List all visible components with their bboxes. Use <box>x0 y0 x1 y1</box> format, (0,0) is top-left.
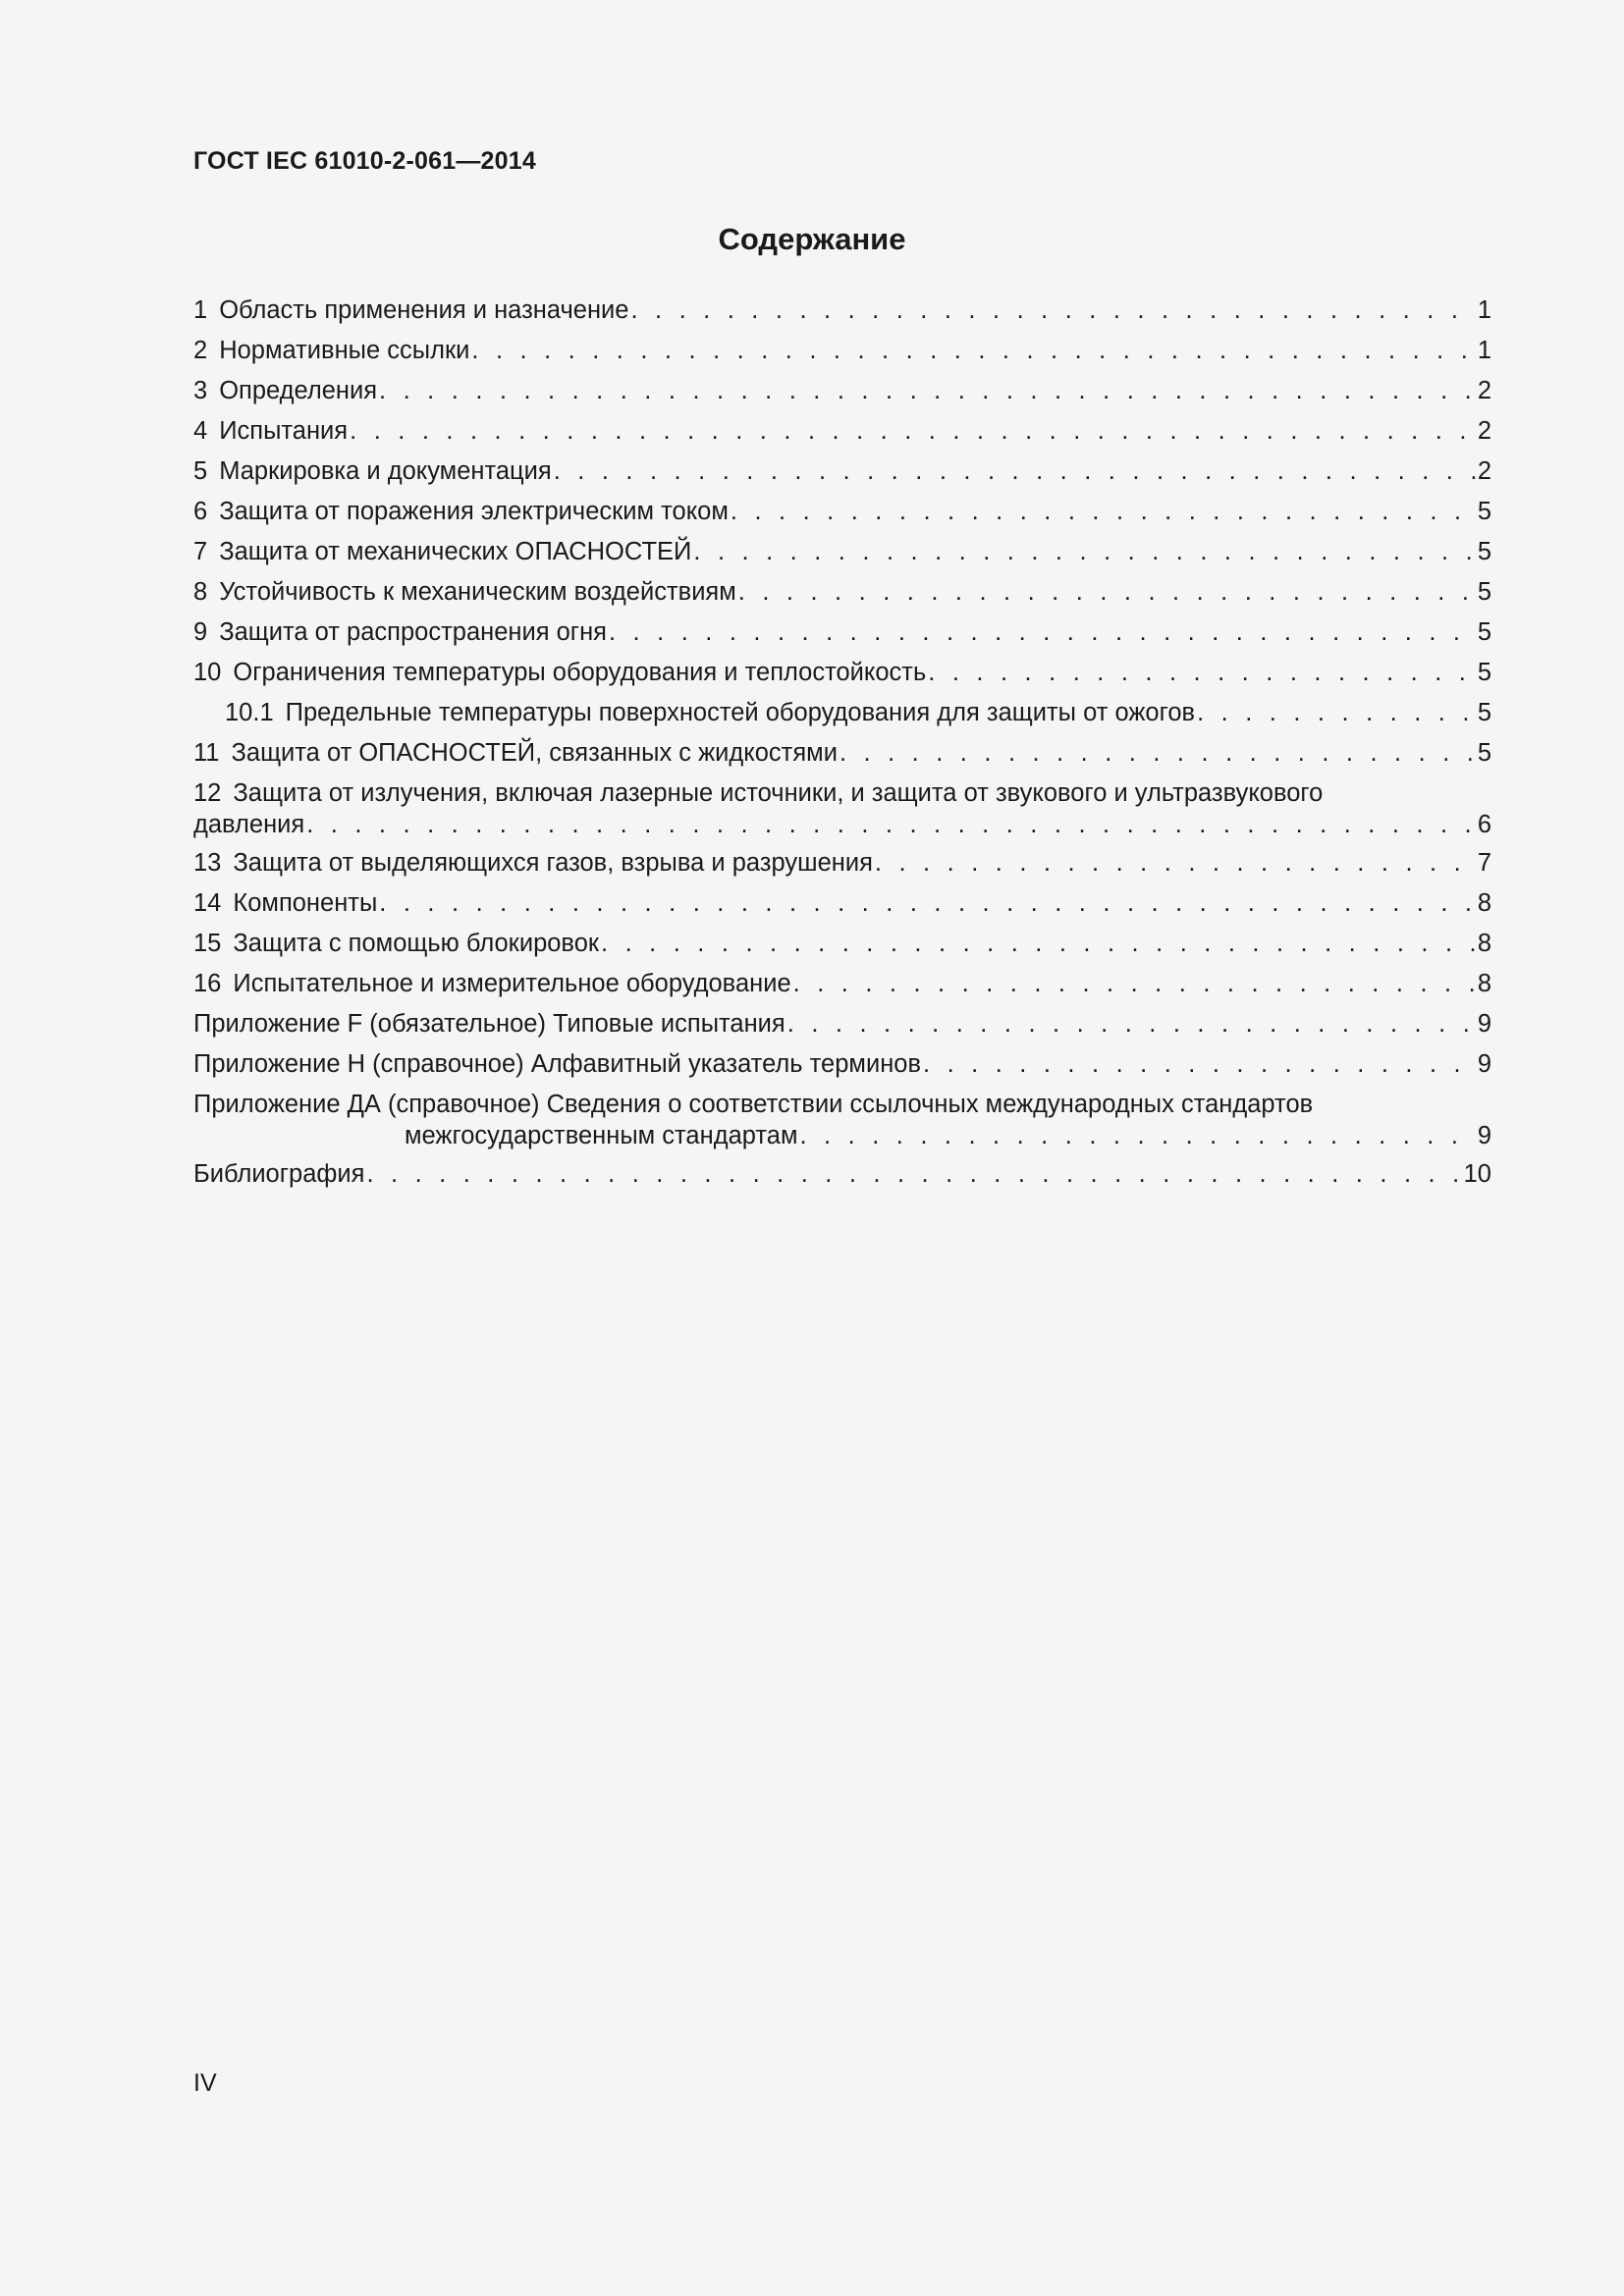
toc-leader-dots <box>799 1121 1475 1150</box>
toc-entry-number: 9 <box>193 618 208 646</box>
toc-entry-number: 2 <box>193 337 208 364</box>
toc-entry-page: 5 <box>1477 498 1491 525</box>
toc-leader-dots <box>350 415 1476 448</box>
toc-entry-label: Устойчивость к механическим воздействиям <box>219 578 736 606</box>
toc-entry[interactable] <box>193 616 1491 649</box>
toc-entry-label: Маркировка и документация <box>219 457 552 485</box>
toc-entry-number: 7 <box>193 538 208 565</box>
toc-entry-label: Предельные температуры поверхностей оборудования для защиты от ожогов <box>285 699 1196 726</box>
toc-entry-label: Защита от ОПАСНОСТЕЙ, связанных с жидкостями <box>231 739 838 767</box>
toc-entry-page: 8 <box>1477 889 1491 917</box>
toc-entry[interactable] <box>193 847 1491 880</box>
toc-entry-page: 9 <box>1477 1122 1491 1149</box>
toc-entry-number: 16 <box>193 970 222 997</box>
toc-entry-appendix[interactable] <box>193 1048 1491 1081</box>
toc-entry-page: 6 <box>1477 811 1491 838</box>
toc-entry-page: 7 <box>1477 849 1491 877</box>
toc-entry-label: Защита от механических ОПАСНОСТЕЙ <box>219 538 692 565</box>
toc-entry-label: Область применения и назначение <box>219 296 629 324</box>
page-number: IV <box>193 2069 217 2097</box>
toc-entry-label-line1: Приложение ДА (справочное) Сведения о соответствии ссылочных международных стандартов <box>193 1091 1314 1118</box>
toc-leader-dots <box>793 968 1476 1000</box>
toc-entry-label-line2: межгосударственным стандартам <box>405 1122 798 1149</box>
toc-leader-dots <box>609 616 1476 649</box>
toc-entry-page: 5 <box>1477 578 1491 606</box>
toc-entry-number: 15 <box>193 930 222 957</box>
toc-entry-page: 5 <box>1477 699 1491 726</box>
toc-leader-dots <box>306 810 1476 839</box>
toc-entry-page: 2 <box>1477 457 1491 485</box>
toc-entry-page: 9 <box>1477 1050 1491 1078</box>
toc-title: Содержание <box>718 222 906 256</box>
toc-entry-label: Библиография <box>193 1160 365 1188</box>
toc-leader-dots <box>787 1008 1476 1041</box>
toc-entry-label: Защита от распространения огня <box>219 618 607 646</box>
toc-entry-bibliography[interactable] <box>193 1158 1491 1191</box>
toc-entry-number: 12 <box>193 779 222 807</box>
toc-entry-page: 5 <box>1477 538 1491 565</box>
toc-entry-label: Нормативные ссылки <box>219 337 470 364</box>
toc-entry-multiline[interactable] <box>193 777 1491 839</box>
toc-entry-label: Компоненты <box>233 889 378 917</box>
toc-entry-page: 1 <box>1477 296 1491 324</box>
toc-leader-dots <box>601 928 1476 960</box>
toc-entry-number: 10 <box>193 659 222 686</box>
toc-entry-page: 5 <box>1477 739 1491 767</box>
toc-entry-number: 1 <box>193 296 208 324</box>
document-id-header: ГОСТ IEC 61010-2-061—2014 <box>193 147 536 175</box>
toc-leader-dots <box>379 887 1476 920</box>
toc-entry[interactable] <box>193 928 1491 960</box>
toc-entry-number: 5 <box>193 457 208 485</box>
toc-entry-appendix[interactable] <box>193 1008 1491 1041</box>
toc-leader-dots <box>471 335 1475 367</box>
toc-entry[interactable] <box>193 496 1491 528</box>
toc-leader-dots <box>693 536 1475 568</box>
toc-entry-number: 11 <box>193 739 220 767</box>
toc-entry-label: Защита с помощью блокировок <box>233 930 600 957</box>
toc-entry-label-line1: Защита от излучения, включая лазерные источники, и защита от звукового и ультразвукового <box>233 779 1324 807</box>
toc-entry[interactable] <box>193 455 1491 488</box>
toc-entry-page: 10 <box>1463 1160 1491 1188</box>
toc-entry[interactable] <box>193 576 1491 609</box>
toc-entry-number: 10.1 <box>225 699 274 726</box>
toc-entry-page: 1 <box>1477 337 1491 364</box>
toc-entry[interactable] <box>193 335 1491 367</box>
toc-leader-dots <box>928 657 1476 689</box>
toc-entry[interactable] <box>193 968 1491 1000</box>
toc-entry-number: 6 <box>193 498 208 525</box>
toc-entry-page: 9 <box>1477 1010 1491 1038</box>
toc-entry-number: 14 <box>193 889 222 917</box>
toc-entry-page: 2 <box>1477 377 1491 404</box>
toc-entry-page: 5 <box>1477 659 1491 686</box>
toc-leader-dots <box>875 847 1476 880</box>
toc-entry[interactable] <box>193 375 1491 407</box>
toc-entry-page: 2 <box>1477 417 1491 445</box>
toc-entry-label: Защита от поражения электрическим током <box>219 498 729 525</box>
toc-entry-label: Приложение F (обязательное) Типовые испытания <box>193 1010 785 1038</box>
toc-entry-label: Испытания <box>219 417 349 445</box>
toc-leader-dots <box>1197 697 1476 729</box>
toc-entry-label: Испытательное и измерительное оборудование <box>233 970 791 997</box>
toc-leader-dots <box>839 737 1476 770</box>
toc-entry-appendix-multiline[interactable] <box>193 1089 1491 1150</box>
toc-leader-dots <box>366 1158 1461 1191</box>
toc-entry-page: 8 <box>1477 930 1491 957</box>
toc-entry[interactable] <box>193 536 1491 568</box>
toc-entry-label: Ограничения температуры оборудования и теплостойкость <box>233 659 927 686</box>
toc-leader-dots <box>923 1048 1476 1081</box>
toc-leader-dots <box>630 294 1475 327</box>
toc-entry-label: Определения <box>219 377 378 404</box>
toc-entry[interactable] <box>193 737 1491 770</box>
toc-leader-dots <box>738 576 1476 609</box>
toc-entry-number: 4 <box>193 417 208 445</box>
table-of-contents <box>193 294 1491 1191</box>
toc-entry-label: Приложение H (справочное) Алфавитный указатель терминов <box>193 1050 922 1078</box>
toc-entry-number: 3 <box>193 377 208 404</box>
toc-entry-page: 8 <box>1477 970 1491 997</box>
toc-entry-label: Защита от выделяющихся газов, взрыва и разрушения <box>233 849 873 877</box>
toc-entry-label-line2: давления <box>193 811 305 838</box>
toc-leader-dots <box>554 455 1476 488</box>
toc-leader-dots <box>731 496 1476 528</box>
toc-subentry[interactable] <box>193 697 1491 729</box>
toc-entry[interactable] <box>193 887 1491 920</box>
toc-entry-page: 5 <box>1477 618 1491 646</box>
toc-entry[interactable] <box>193 415 1491 448</box>
toc-entry[interactable] <box>193 657 1491 689</box>
toc-entry[interactable] <box>193 294 1491 327</box>
toc-entry-number: 13 <box>193 849 222 877</box>
toc-entry-number: 8 <box>193 578 208 606</box>
toc-leader-dots <box>379 375 1476 407</box>
